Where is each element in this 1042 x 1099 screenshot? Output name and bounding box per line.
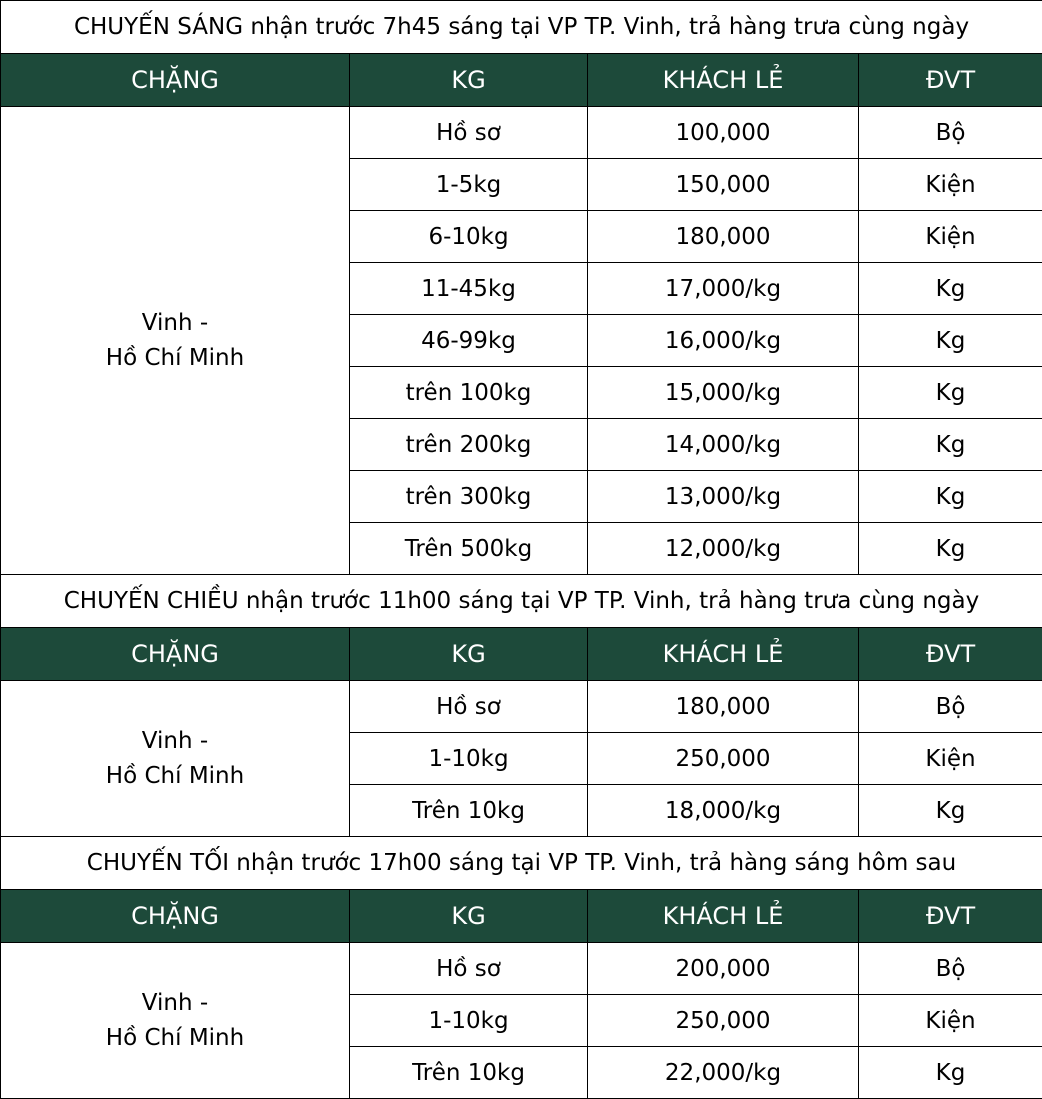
column-header-kg: KG [350,890,588,943]
price-cell: 100,000 [588,107,859,159]
weight-cell: Trên 10kg [350,785,588,837]
price-cell: 18,000/kg [588,785,859,837]
column-header-unit: ĐVT [859,628,1042,681]
price-cell: 180,000 [588,681,859,733]
column-header-row [1,628,1042,681]
price-cell: 14,000/kg [588,419,859,471]
weight-cell: Hồ sơ [350,943,588,995]
unit-cell: Bộ [859,107,1042,159]
column-header-kg: KG [350,628,588,681]
weight-cell: trên 200kg [350,419,588,471]
route-cell [1,107,350,575]
weight-cell: Hồ sơ [350,107,588,159]
weight-cell: Hồ sơ [350,681,588,733]
price-cell: 250,000 [588,995,859,1047]
route-origin: Vinh - [1,306,349,341]
price-cell: 22,000/kg [588,1047,859,1099]
column-header-row [1,890,1042,943]
weight-cell: 11-45kg [350,263,588,315]
table-row [1,943,1042,995]
section-title: CHUYẾN SÁNG nhận trước 7h45 sáng tại VP TP. Vinh, trả hàng trưa cùng ngày [1,1,1042,54]
route-origin: Vinh - [1,986,349,1021]
weight-cell: 1-10kg [350,733,588,785]
unit-cell: Kg [859,471,1042,523]
unit-cell: Kg [859,263,1042,315]
section-title-row [1,575,1042,628]
unit-cell: Bộ [859,681,1042,733]
price-cell: 13,000/kg [588,471,859,523]
unit-cell: Kiện [859,159,1042,211]
weight-cell: Trên 500kg [350,523,588,575]
unit-cell: Kg [859,315,1042,367]
route-cell [1,681,350,837]
unit-cell: Kg [859,523,1042,575]
price-cell: 16,000/kg [588,315,859,367]
unit-cell: Kg [859,419,1042,471]
column-header-unit: ĐVT [859,54,1042,107]
weight-cell: 6-10kg [350,211,588,263]
price-cell: 17,000/kg [588,263,859,315]
unit-cell: Kg [859,1047,1042,1099]
weight-cell: trên 300kg [350,471,588,523]
route-destination: Hồ Chí Minh [1,341,349,376]
section-title: CHUYẾN TỐI nhận trước 17h00 sáng tại VP TP. Vinh, trả hàng sáng hôm sau [1,837,1042,890]
price-cell: 150,000 [588,159,859,211]
column-header-unit: ĐVT [859,890,1042,943]
column-header-route: CHẶNG [1,54,350,107]
section-title-row [1,837,1042,890]
column-header-kg: KG [350,54,588,107]
column-header-retail: KHÁCH LẺ [588,890,859,943]
column-header-retail: KHÁCH LẺ [588,54,859,107]
price-cell: 250,000 [588,733,859,785]
price-cell: 180,000 [588,211,859,263]
price-cell: 12,000/kg [588,523,859,575]
price-cell: 200,000 [588,943,859,995]
unit-cell: Kg [859,367,1042,419]
weight-cell: 1-10kg [350,995,588,1047]
price-cell: 15,000/kg [588,367,859,419]
unit-cell: Kiện [859,733,1042,785]
weight-cell: 46-99kg [350,315,588,367]
weight-cell: trên 100kg [350,367,588,419]
table-row [1,681,1042,733]
route-destination: Hồ Chí Minh [1,759,349,794]
weight-cell: Trên 10kg [350,1047,588,1099]
route-cell [1,943,350,1099]
table-row [1,107,1042,159]
route-destination: Hồ Chí Minh [1,1021,349,1056]
unit-cell: Bộ [859,943,1042,995]
unit-cell: Kiện [859,995,1042,1047]
column-header-retail: KHÁCH LẺ [588,628,859,681]
route-origin: Vinh - [1,724,349,759]
unit-cell: Kg [859,785,1042,837]
section-title: CHUYẾN CHIỀU nhận trước 11h00 sáng tại VP TP. Vinh, trả hàng trưa cùng ngày [1,575,1042,628]
column-header-row [1,54,1042,107]
unit-cell: Kiện [859,211,1042,263]
column-header-route: CHẶNG [1,890,350,943]
weight-cell: 1-5kg [350,159,588,211]
section-title-row [1,1,1042,54]
column-header-route: CHẶNG [1,628,350,681]
